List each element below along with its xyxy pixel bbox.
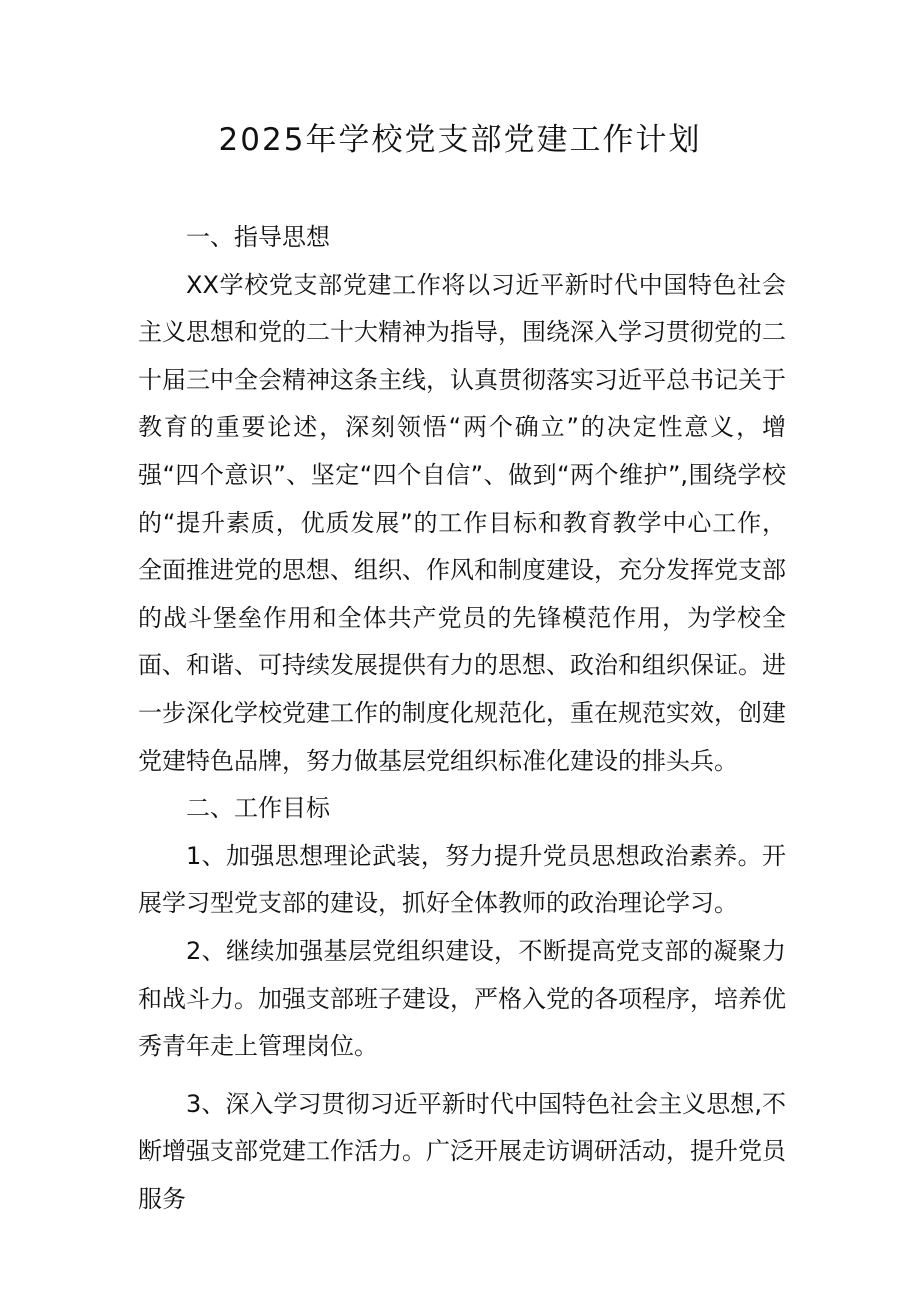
paragraph: 3、深入学习贯彻习近平新时代中国特色社会主义思想,不断增强支部党建工作活力。广泛开展走访调研活动，提升党员服务	[138, 1089, 786, 1213]
document-title: 2025年学校党支部党建工作计划	[218, 122, 702, 158]
paragraph: 2、继续加强基层党组织建设，不断提高党支部的凝聚力和战斗力。加强支部班子建设，严格入党的各项程序，培养优秀青年走上管理岗位。	[138, 936, 786, 1061]
paragraph-gap	[138, 1071, 786, 1081]
section-heading: 二、工作目标	[186, 794, 330, 823]
paragraph: 1、加强思想理论武装，努力提升党员思想政治素养。开展学习型党支部的建设，抓好全体教师的政治理论学习。	[138, 841, 786, 918]
section-heading: 一、指导思想	[186, 223, 330, 251]
paragraph: XX学校党支部党建工作将以习近平新时代中国特色社会主义思想和党的二十大精神为指导，围绕深入学习贯彻党的二十届三中全会精神这条主线，认真贯彻落实习近平总书记关于教育的重要论述，深刻领悟“两个确立”的决定性意义，增强“四个意识”、坚定“四个自信”、做到“两个维护”,围绕学校的“提升素质，优质发展”的工作目标和教育教学中心工作，全面推进党的思想、组织、作风和制度建设，充分发挥党支部的战斗堡垒作用和全体共产党员的先锋模范作用，为学校全面、和谐、可持续发展提供有力的思想、政治和组织保证。进一步深化学校党建工作的制度化规范化，重在规范实效，创建党建特色品牌，努力做基层党组织标准化建设的排头兵。	[138, 270, 786, 775]
document-body	[138, 214, 786, 1223]
